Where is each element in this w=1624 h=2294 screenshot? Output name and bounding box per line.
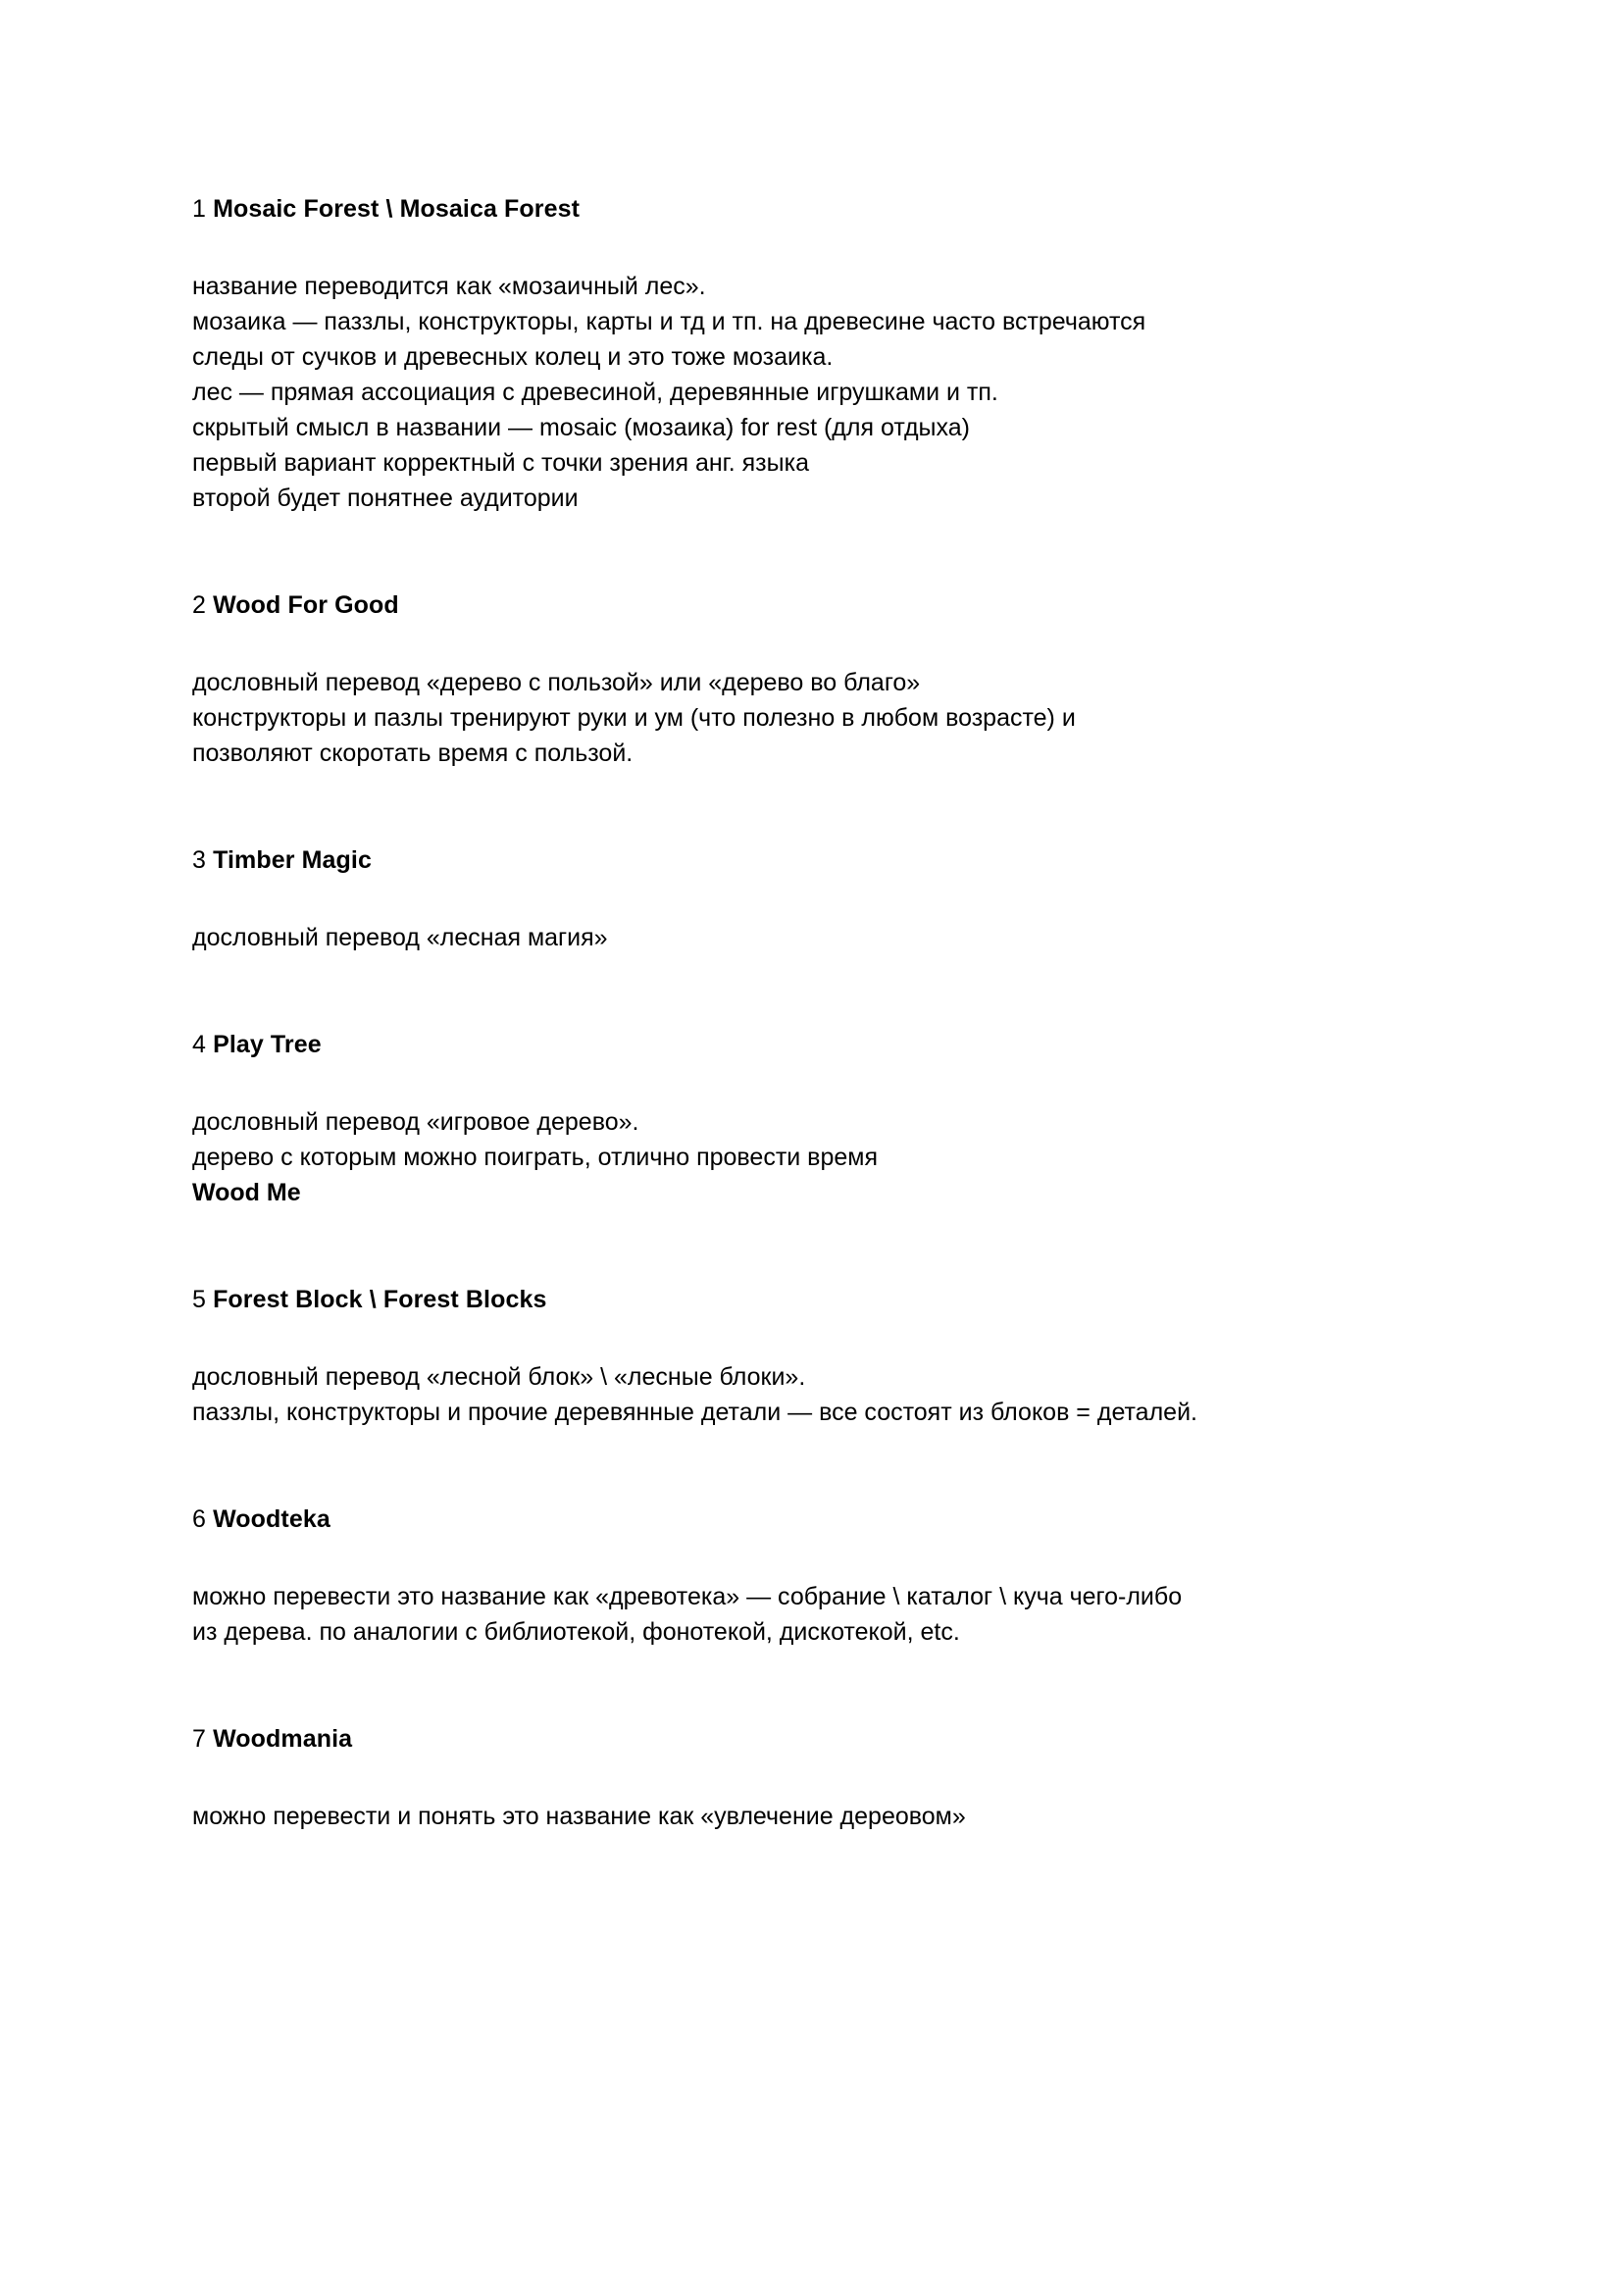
body-line: мозаика — паззлы, конструкторы, карты и тд и тп. на древесине часто встречаются xyxy=(192,308,1146,335)
section-heading xyxy=(192,1283,1432,1316)
naming-option-section xyxy=(192,1028,1432,1210)
body-line: скрытый смысл в названии — mosaic (мозаика) for rest (для отдыха) xyxy=(192,414,970,441)
body-line: позволяют скоротать время с пользой. xyxy=(192,739,634,767)
body-line: из дерева. по аналогии с библиотекой, фонотекой, дискотекой, etc. xyxy=(192,1618,960,1646)
section-body xyxy=(192,1359,1432,1430)
section-heading xyxy=(192,1722,1432,1756)
section-title: Timber Magic xyxy=(213,846,372,874)
section-title: Woodteka xyxy=(213,1505,330,1533)
body-line: можно перевести и понять это название как «увлечение дереовом» xyxy=(192,1803,966,1830)
section-number: 7 xyxy=(192,1725,207,1753)
section-heading xyxy=(192,192,1432,226)
section-title: Wood For Good xyxy=(213,591,399,619)
body-line: дословный перевод «лесная магия» xyxy=(192,924,608,951)
body-line: паззлы, конструкторы и прочие деревянные детали — все состоят из блоков = деталей. xyxy=(192,1399,1197,1426)
section-number: 1 xyxy=(192,195,207,223)
body-line: дословный перевод «дерево с пользой» или «дерево во благо» xyxy=(192,669,921,696)
section-title: Forest Block \ Forest Blocks xyxy=(213,1286,547,1313)
naming-option-section xyxy=(192,1503,1432,1650)
section-body xyxy=(192,1104,1432,1210)
section-number: 5 xyxy=(192,1286,207,1313)
section-body xyxy=(192,920,1432,955)
section-body xyxy=(192,269,1432,516)
body-line: название переводится как «мозаичный лес». xyxy=(192,273,706,300)
section-heading xyxy=(192,1028,1432,1061)
section-title: Woodmania xyxy=(213,1725,353,1753)
body-line: первый вариант корректный с точки зрения анг. языка xyxy=(192,449,809,477)
body-line: следы от сучков и древесных колец и это тоже мозаика. xyxy=(192,343,834,371)
section-heading xyxy=(192,1503,1432,1536)
section-heading xyxy=(192,843,1432,877)
section-body xyxy=(192,1799,1432,1834)
body-line: можно перевести это название как «древотека» — собрание \ каталог \ куча чего-либо xyxy=(192,1583,1183,1610)
body-line: дословный перевод «игровое дерево». xyxy=(192,1108,639,1136)
section-list xyxy=(192,192,1432,1834)
naming-option-section xyxy=(192,1283,1432,1430)
section-heading xyxy=(192,588,1432,622)
naming-option-section xyxy=(192,588,1432,771)
body-line: второй будет понятнее аудитории xyxy=(192,484,579,512)
body-line: конструкторы и пазлы тренируют руки и ум (что полезно в любом возрасте) и xyxy=(192,704,1076,732)
body-line-emphasis: Wood Me xyxy=(192,1179,301,1206)
body-line: лес — прямая ассоциация с древесиной, деревянные игрушками и тп. xyxy=(192,379,998,406)
section-title: Mosaic Forest \ Mosaica Forest xyxy=(213,195,581,223)
section-number: 3 xyxy=(192,846,207,874)
body-line: дерево с которым можно поиграть, отлично провести время xyxy=(192,1144,878,1171)
section-number: 2 xyxy=(192,591,207,619)
section-body xyxy=(192,1579,1432,1650)
naming-option-section xyxy=(192,192,1432,516)
body-line: дословный перевод «лесной блок» \ «лесные блоки». xyxy=(192,1363,806,1391)
section-body xyxy=(192,665,1432,771)
section-title: Play Tree xyxy=(213,1031,322,1058)
section-number: 4 xyxy=(192,1031,207,1058)
section-number: 6 xyxy=(192,1505,207,1533)
naming-option-section xyxy=(192,1722,1432,1834)
naming-option-section xyxy=(192,843,1432,955)
